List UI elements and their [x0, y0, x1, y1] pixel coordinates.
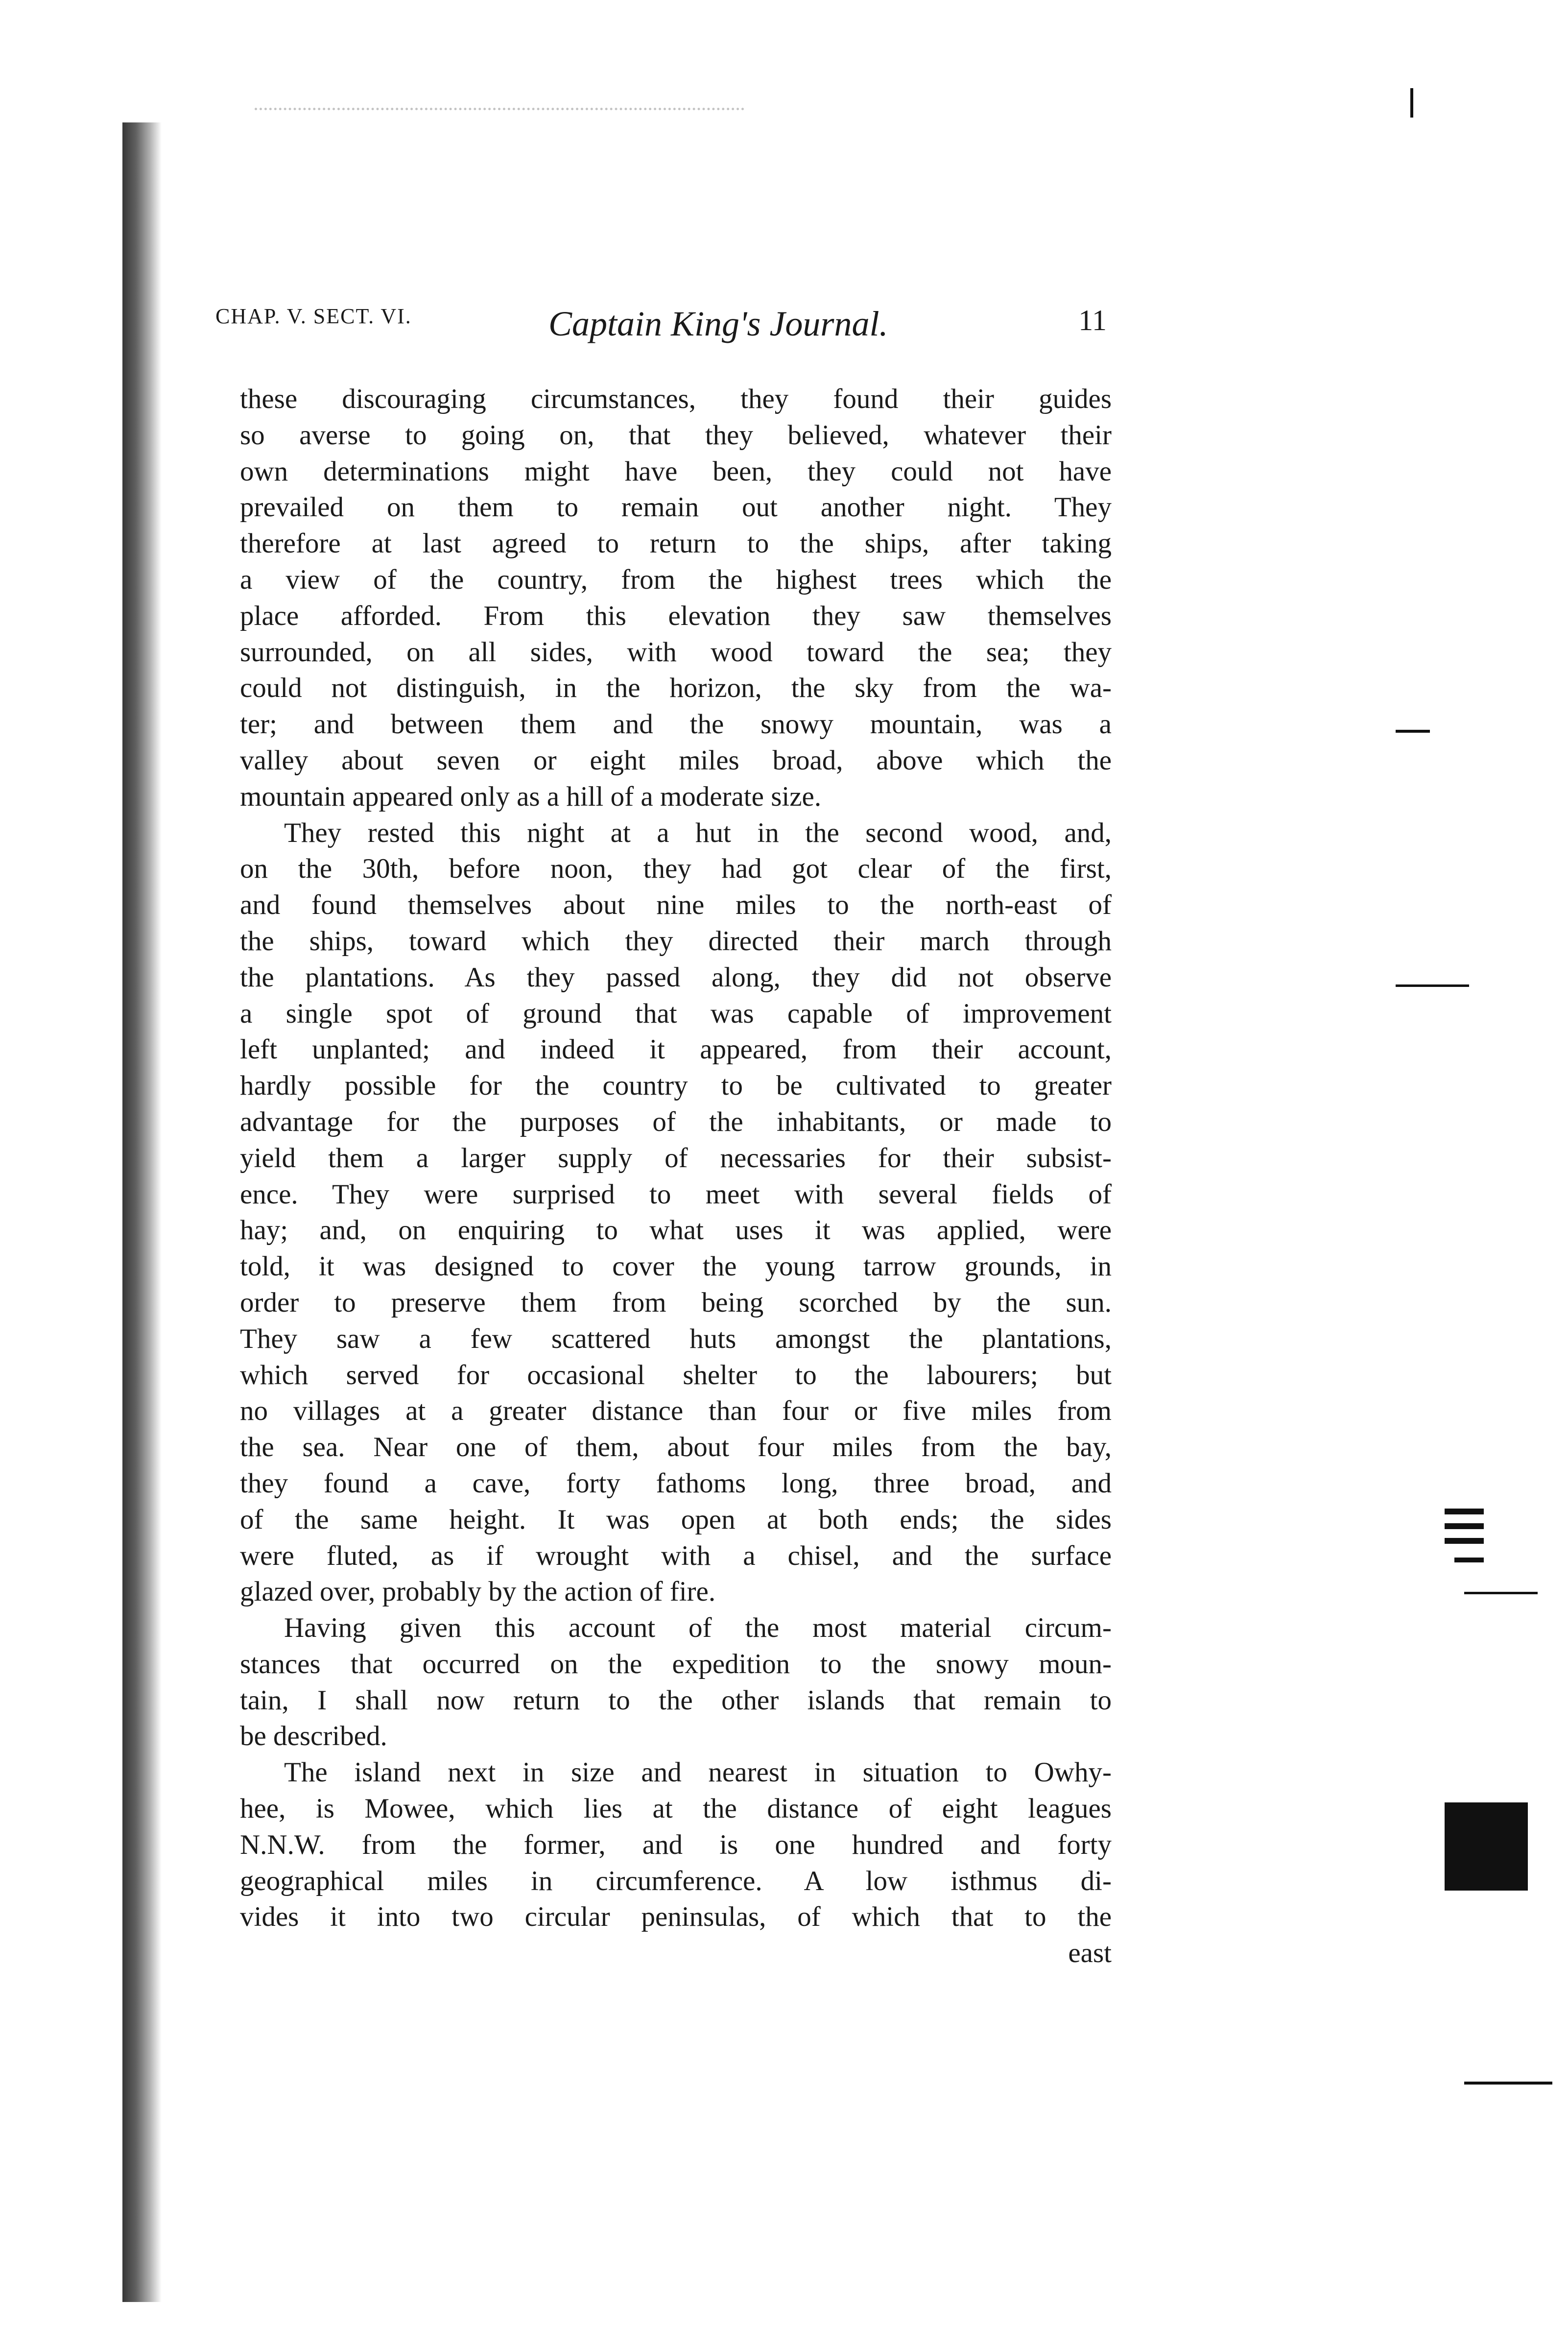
text-line: The island next in size and nearest in situation to Owhy- [284, 1757, 1112, 1788]
text-line: these discouraging circumstances, they found their guides [240, 384, 1112, 414]
text-line: told, it was designed to cover the young tarrow grounds, in [240, 1251, 1112, 1282]
binding-shadow [122, 122, 162, 2302]
text-line: own determinations might have been, they could not have [240, 456, 1112, 487]
paragraph-4 [240, 1754, 1112, 1935]
text-line: a single spot of ground that was capable of improvement [240, 998, 1112, 1029]
text-line: ence. They were surprised to meet with several fields of [240, 1178, 1112, 1210]
paragraph-2 [240, 815, 1112, 1610]
text-line: geographical miles in circumference. A low isthmus di- [240, 1865, 1112, 1896]
text-line: hee, is Mowee, which lies at the distance of eight leagues [240, 1793, 1112, 1824]
text-line: ter; and between them and the snowy mountain, was a [240, 709, 1112, 740]
text-line: Having given this account of the most material circum- [284, 1612, 1112, 1644]
catchword: east [1068, 1938, 1112, 1969]
text-line: hardly possible for the country to be cultivated to greater [240, 1070, 1112, 1102]
right-edge-bleed-through [1391, 88, 1552, 2268]
page-number: 11 [1078, 304, 1107, 336]
text-line: prevailed on them to remain out another night. They [240, 492, 1112, 523]
text-line: they found a cave, forty fathoms long, three broad, and [240, 1467, 1112, 1499]
text-line: surrounded, on all sides, with wood toward the sea; they [240, 636, 1112, 668]
text-line: vides it into two circular peninsulas, of which that to the [240, 1901, 1112, 1933]
running-head-title: Captain King's Journal. [548, 304, 888, 343]
running-head-chapter: CHAP. V. SECT. VI. [215, 304, 412, 328]
paragraph-1 [240, 381, 1112, 815]
text-line: the sea. Near one of them, about four miles from the bay, [240, 1432, 1112, 1463]
text-line: stances that occurred on the expedition to the snowy moun- [240, 1648, 1112, 1679]
text-line: were fluted, as if wrought with a chisel, and the surface [240, 1540, 1112, 1571]
text-line: could not distinguish, in the horizon, the sky from the wa- [240, 672, 1112, 704]
text-line: the plantations. As they passed along, they did not observe [240, 961, 1112, 993]
text-line: a view of the country, from the highest trees which the [240, 564, 1112, 595]
paragraph-3 [240, 1610, 1112, 1754]
text-line: left unplanted; and indeed it appeared, from their account, [240, 1034, 1112, 1065]
text-line: place afforded. From this elevation they saw themselves [240, 600, 1112, 631]
text-line: so averse to going on, that they believed, whatever their [240, 419, 1112, 451]
body-text [240, 381, 1112, 1971]
text-line: They saw a few scattered huts amongst the plantations, [240, 1323, 1112, 1354]
text-line: mountain appeared only as a hill of a moderate size. [240, 781, 822, 812]
text-line: on the 30th, before noon, they had got clear of the first, [240, 853, 1112, 885]
text-line: N.N.W. from the former, and is one hundred and forty [240, 1829, 1112, 1860]
text-line: They rested this night at a hut in the second wood, and, [284, 817, 1112, 848]
text-line: and found themselves about nine miles to the north-east of [240, 889, 1112, 921]
text-line: which served for occasional shelter to the labourers; but [240, 1359, 1112, 1391]
text-line: hay; and, on enquiring to what uses it was applied, were [240, 1215, 1112, 1246]
text-line: valley about seven or eight miles broad, above which the [240, 744, 1112, 776]
text-line: order to preserve them from being scorched by the sun. [240, 1287, 1112, 1318]
text-line: the ships, toward which they directed their march through [240, 925, 1112, 957]
text-line: therefore at last agreed to return to the ships, after taking [240, 528, 1112, 559]
text-line: glazed over, probably by the action of fire. [240, 1576, 716, 1607]
text-line: advantage for the purposes of the inhabitants, or made to [240, 1106, 1112, 1137]
text-line: be described. [240, 1721, 387, 1752]
text-line: tain, I shall now return to the other islands that remain to [240, 1684, 1112, 1716]
text-line: of the same height. It was open at both ends; the sides [240, 1504, 1112, 1535]
text-line: no villages at a greater distance than four or five miles from [240, 1395, 1112, 1427]
top-edge-smudge [255, 88, 744, 110]
running-header [215, 304, 1126, 358]
text-line: yield them a larger supply of necessaries for their subsist- [240, 1142, 1112, 1174]
